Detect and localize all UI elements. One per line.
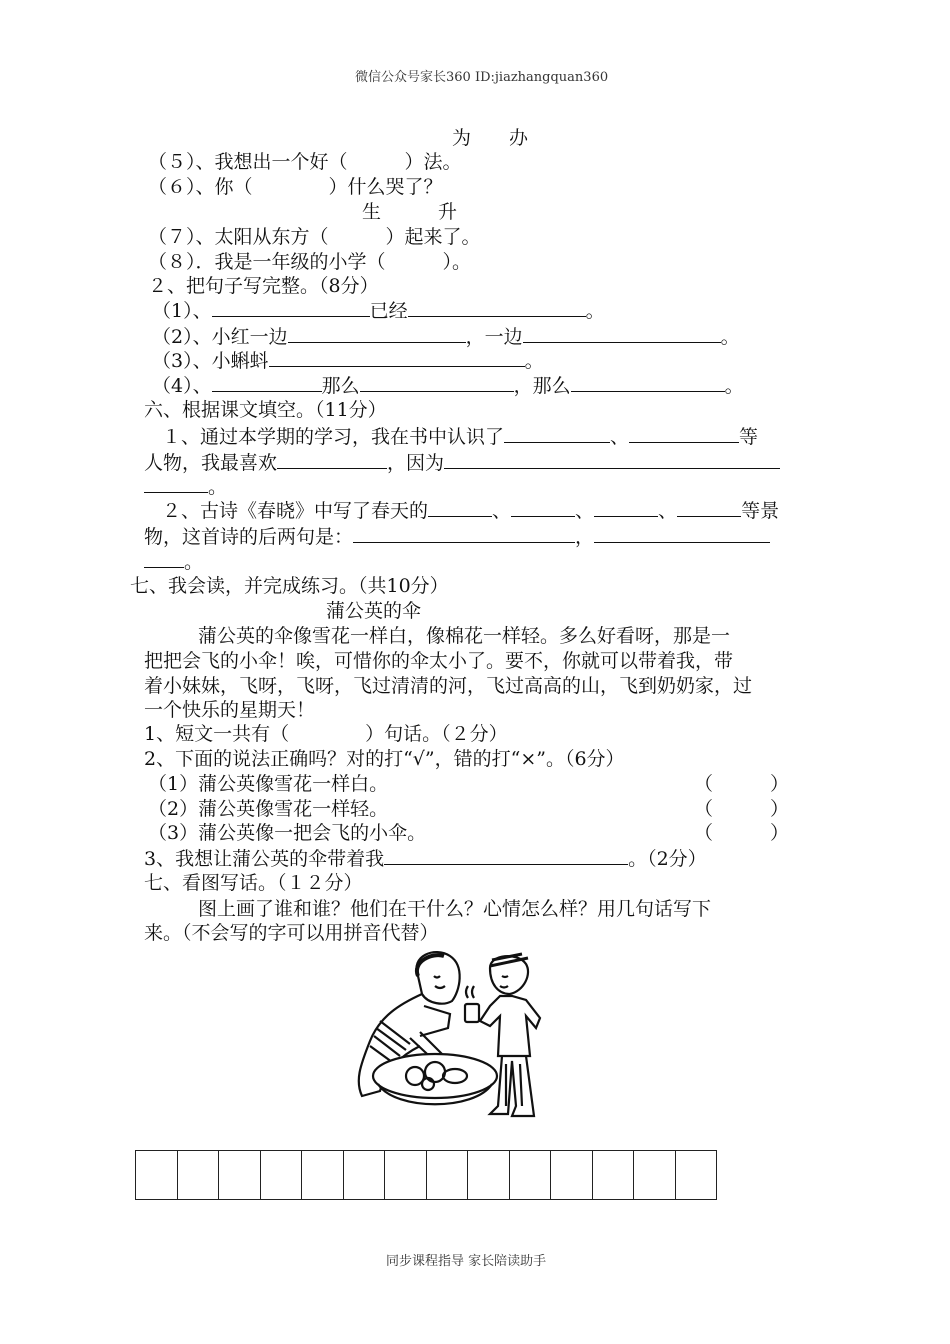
judge-1: （1）蒲公英像雪花一样白。: [148, 773, 389, 795]
blank[interactable]: [144, 549, 184, 568]
q2-sentence-1: （1）、 已经 。: [152, 300, 605, 322]
blank[interactable]: [504, 424, 610, 443]
blank[interactable]: [408, 298, 586, 317]
sec7-q1: 1、短文一共有（ ）句话。（２分）: [144, 723, 508, 745]
grid-cell[interactable]: [136, 1151, 178, 1200]
grid-cell[interactable]: [676, 1151, 718, 1200]
grid-cell[interactable]: [178, 1151, 220, 1200]
blank[interactable]: [269, 348, 525, 367]
sec7-q2: 2、下面的说法正确吗？对的打“√”，错的打“×”。（6分）: [144, 748, 625, 770]
blank[interactable]: [212, 373, 322, 392]
passage-title: 蒲公英的伞: [326, 600, 422, 622]
hint-words-1: 为 办: [452, 127, 529, 149]
judge-1-paren[interactable]: （ ）: [694, 773, 790, 795]
sec6-p1-line2: 人物，我最喜欢 ，因为: [144, 450, 780, 475]
blank[interactable]: [384, 846, 628, 865]
judge-3: （3）蒲公英像一把会飞的小伞。: [148, 822, 427, 844]
blank[interactable]: [571, 373, 725, 392]
grid-cell[interactable]: [593, 1151, 635, 1200]
blank[interactable]: [511, 498, 575, 517]
passage-line-4: 一个快乐的星期天！: [144, 699, 316, 721]
grid-cell[interactable]: [385, 1151, 427, 1200]
blank[interactable]: [594, 498, 658, 517]
q1-line-8: （８）．我是一年级的小学（ ）。: [148, 251, 472, 273]
illustration-woman-and-boy: [340, 946, 550, 1126]
page-header: 微信公众号家长360 ID:jiazhangquan360: [355, 70, 609, 85]
grid-cell[interactable]: [427, 1151, 469, 1200]
sec6-p2-line3: 。: [144, 549, 203, 574]
blank[interactable]: [212, 298, 370, 317]
sec8-instruction-1: 图上画了谁和谁？他们在干什么？心情怎么样？用几句话写下: [198, 898, 712, 920]
passage-line-1: 蒲公英的伞像雪花一样白，像棉花一样轻。多么好看呀，那是一: [198, 625, 731, 647]
sec8-instruction-2: 来。（不会写的字可以用拼音代替）: [144, 922, 439, 944]
blank[interactable]: [144, 474, 208, 493]
passage-line-3: 着小妹妹，飞呀，飞呀，飞过清清的河，飞过高高的山，飞到奶奶家，过: [144, 675, 753, 697]
grid-cell[interactable]: [551, 1151, 593, 1200]
blank[interactable]: [277, 450, 387, 469]
q2-sentence-3: （3）、小蝌蚪 。: [152, 350, 544, 372]
blank[interactable]: [428, 498, 492, 517]
blank[interactable]: [353, 524, 575, 543]
blank[interactable]: [288, 324, 466, 343]
grid-cell[interactable]: [468, 1151, 510, 1200]
q1-line-6: （６）、你（ ）什么哭了？: [148, 176, 443, 198]
grid-cell[interactable]: [634, 1151, 676, 1200]
judge-2: （2）蒲公英像雪花一样轻。: [148, 798, 389, 820]
sec6-p2-line2: 物，这首诗的后两句是： ，: [144, 524, 770, 549]
hint-words-2: 生 升: [362, 201, 458, 223]
writing-grid[interactable]: [135, 1150, 717, 1200]
q2-sentence-4: （4）、 那么 ，那么 。: [152, 375, 744, 397]
sec6-p1-line1: １、通过本学期的学习，我在书中认识了 、 等: [162, 426, 759, 448]
grid-cell[interactable]: [261, 1151, 303, 1200]
sec6-p1-line3: 。: [144, 474, 227, 499]
blank[interactable]: [629, 424, 739, 443]
blank[interactable]: [444, 450, 780, 469]
page-footer: 同步课程指导 家长陪读助手: [386, 1254, 547, 1269]
sec8-title: 七、看图写话。（１２分）: [144, 872, 363, 894]
judge-2-paren[interactable]: （ ）: [694, 798, 790, 820]
sec6-p2-line1: ２、古诗《春晓》中写了春天的 、 、 、 等景: [162, 500, 780, 522]
blank[interactable]: [360, 373, 514, 392]
q2-title: ２、把句子写完整。（8分）: [148, 275, 379, 297]
judge-3-paren[interactable]: （ ）: [694, 822, 790, 844]
q1-line-5: （５）、我想出一个好（ ）法。: [148, 151, 462, 173]
grid-cell[interactable]: [344, 1151, 386, 1200]
blank[interactable]: [523, 324, 721, 343]
blank[interactable]: [677, 498, 741, 517]
sec7-title: 七、我会读，并完成练习。（共10分）: [130, 575, 449, 597]
grid-cell[interactable]: [302, 1151, 344, 1200]
passage-line-2: 把把会飞的小伞！唉，可惜你的伞太小了。要不，你就可以带着我，带: [144, 650, 734, 672]
grid-cell[interactable]: [219, 1151, 261, 1200]
q1-line-7: （７）、太阳从东方（ ）起来了。: [148, 226, 481, 248]
blank[interactable]: [594, 524, 770, 543]
q2-sentence-2: （2）、小红一边 ，一边 。: [152, 326, 740, 348]
sec6-title: 六、根据课文填空。（11分）: [144, 399, 387, 421]
sec7-q3: 3、我想让蒲公英的伞带着我 。（2分）: [144, 848, 707, 870]
grid-cell[interactable]: [510, 1151, 552, 1200]
